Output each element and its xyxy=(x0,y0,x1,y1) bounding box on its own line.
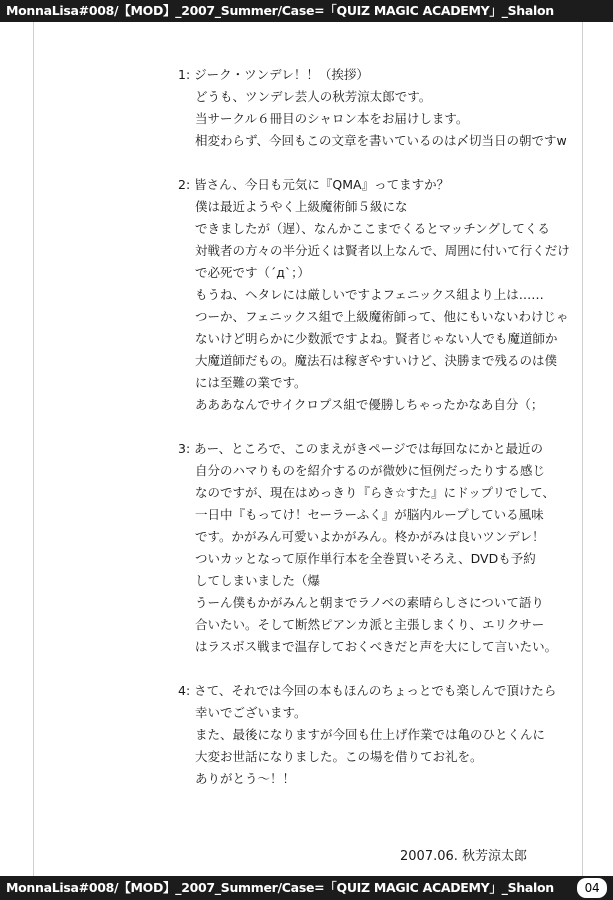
text-line: です。かがみん可愛いよかがみん。柊かがみは良いツンデレ！ xyxy=(195,529,545,544)
text-line: ついカッとなって原作単行本を全巻買いそろえ、DVDも予約 xyxy=(195,551,536,566)
text-line: つーか、フェニックス組で上級魔術師って、他にもいないわけじゃ xyxy=(195,309,569,324)
text-line: 一日中『もってけ！セーラーふく』が脳内ループしている風味 xyxy=(195,507,544,522)
footer-bar xyxy=(0,876,613,900)
text-line: 僕は最近ようやく上級魔術師５級にな xyxy=(195,199,408,214)
text-line: 対戦者の方々の半分近くは賢者以上なんで、周囲に付いて行くだけ xyxy=(195,243,570,258)
page-number: 04 xyxy=(577,878,607,898)
text-line: してしまいました（爆 xyxy=(195,573,321,588)
text-line: はラスボス戦まで温存しておくべきだと声を大にして言いたい。 xyxy=(195,639,558,654)
text-line: 当サークル６冊目のシャロン本をお届けします。 xyxy=(195,111,469,126)
header-bar xyxy=(0,0,613,22)
text-line: ありがとう～！！ xyxy=(195,771,296,786)
text-line: なのですが、現在はめっきり『らき☆すた』にドップリでして、 xyxy=(195,485,555,500)
text-line: うーん僕もかがみんと朝までラノベの素晴らしさについて語り xyxy=(195,595,544,610)
text-line: 自分のハマりものを紹介するのが微妙に恒例だったりする感じ xyxy=(195,463,546,478)
text-line: 幸いでございます。 xyxy=(195,705,307,720)
text-line: どうも、ツンデレ芸人の秋芳涼太郎です。 xyxy=(195,89,432,104)
text-line: もうね、ヘタレには厳しいですよフェニックス組より上は…… xyxy=(195,287,544,302)
header-title: MonnaLisa#008/【MOD】_2007_Summer/Case=「QUIZ MAGIC ACADEMY」_Shalon xyxy=(6,3,554,18)
text-line: 大変お世話になりました。この場を借りてお礼を。 xyxy=(195,749,483,764)
text-line: ないけど明らかに少数派ですよね。賢者じゃない人でも魔道師か xyxy=(195,331,558,346)
text-line: 2: 皆さん、今日も元気に『QMA』ってますか？ xyxy=(178,177,450,192)
text-line: できましたが（遅）、なんかここまでくるとマッチングしてくる xyxy=(195,221,550,236)
text-line: また、最後になりますが今回も仕上げ作業では亀のひとくんに xyxy=(195,727,546,742)
text-line: には至難の業です。 xyxy=(195,375,307,390)
text-line: 合いたい。そして断然ピアンカ派と主張しまくり、エリクサー xyxy=(195,617,545,632)
afterword-text xyxy=(178,64,578,812)
footer-title: MonnaLisa#008/【MOD】_2007_Summer/Case=「QUIZ MAGIC ACADEMY」_Shalon xyxy=(6,880,554,895)
text-line: 3: あー、ところで、このまえがきページでは毎回なにかと最近の xyxy=(178,441,544,456)
text-line: 4: さて、それでは今回の本もほんのちょっとでも楽しんで頂けたら xyxy=(178,683,557,698)
section-1 xyxy=(178,64,578,152)
text-line: で必死です（´д`；） xyxy=(195,265,310,280)
signature: 2007.06. 秋芳涼太郎 xyxy=(400,849,528,864)
section-2 xyxy=(178,174,578,416)
text-line: 相変わらず、今回もこの文章を書いているのは〆切当日の朝ですw xyxy=(195,133,567,148)
text-line: 大魔道師だもの。魔法石は稼ぎやすいけど、決勝まで残るのは僕 xyxy=(195,353,558,368)
text-line: 1: ジーク・ツンデレ！！（挨拶） xyxy=(178,67,369,82)
text-line: あああなんでサイクロプス組で優勝しちゃったかなあ自分（； xyxy=(195,397,544,412)
section-3 xyxy=(178,438,578,658)
section-4 xyxy=(178,680,578,790)
